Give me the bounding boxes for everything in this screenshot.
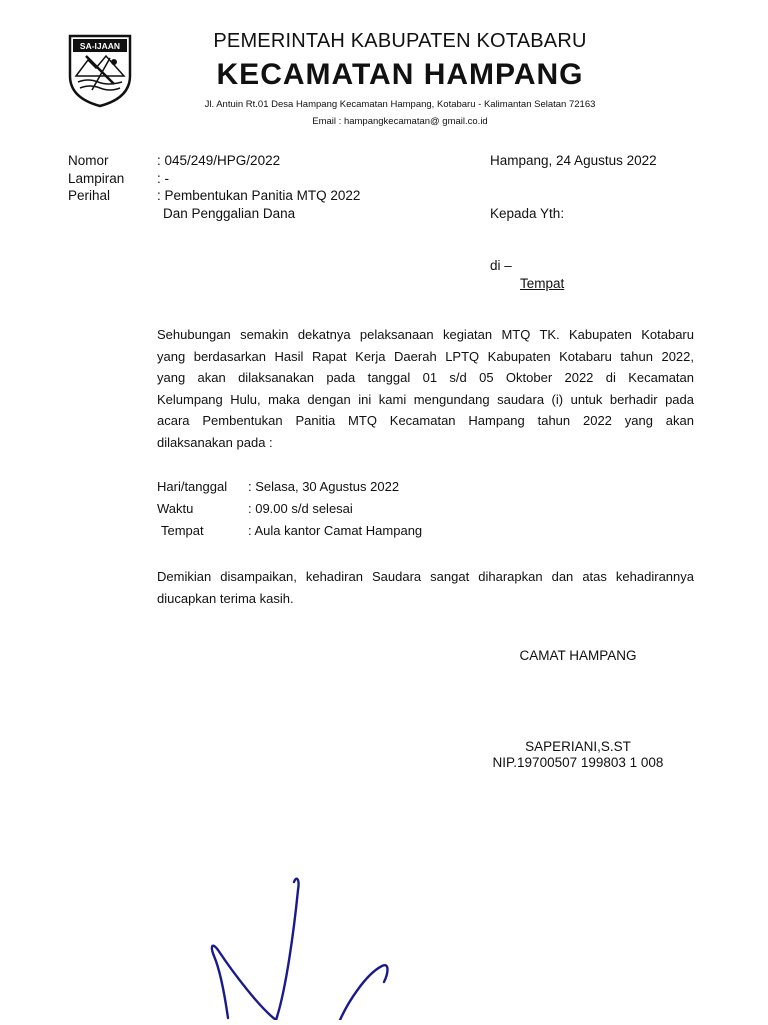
perihal-value-continued: Dan Penggalian Dana (163, 206, 296, 221)
hari-value: : Selasa, 30 Agustus 2022 (248, 479, 400, 494)
body-paragraph-2 (157, 566, 694, 609)
paragraph-line: Sehubungan semakin dekatnya pelaksanaan kegiatan MTQ TK. Kabupaten Kotabaru (157, 327, 694, 342)
recipient-tempat: Tempat (520, 276, 565, 291)
lampiran-value: : - (157, 171, 169, 186)
perihal-label: Perihal (68, 188, 111, 203)
paragraph-line: dilaksanakan pada : (157, 434, 273, 450)
paragraph-line: diucapkan terima kasih. (157, 590, 294, 606)
letterhead-government: PEMERINTAH KABUPATEN KOTABARU (213, 30, 587, 52)
recipient-kepada: Kepada Yth: (490, 206, 565, 221)
letter-date: Hampang, 24 Agustus 2022 (490, 153, 657, 168)
recipient-di: di – (490, 258, 512, 273)
handwritten-signature (190, 870, 430, 1020)
paragraph-line: acara Pembentukan Panitia MTQ Kecamatan Hampang tahun 2022 yang akan (157, 413, 694, 429)
body-paragraph-1 (157, 324, 694, 454)
paragraph-line: Demikian disampaikan, kehadiran Saudara sangat diharapkan dan atas kehadirannya (157, 569, 694, 584)
nomor-value: : 045/249/HPG/2022 (157, 153, 281, 168)
closing-title: CAMAT HAMPANG (519, 648, 637, 663)
paragraph-line: yang berdasarkan Hasil Rapat Kerja Daerah LPTQ Kabupaten Kotabaru tahun 2022, (157, 348, 694, 364)
letterhead-email: Email : hampangkecamatan@ gmail.co.id (312, 116, 488, 127)
signatory-nip: NIP.19700507 199803 1 008 (492, 755, 664, 770)
nomor-label: Nomor (68, 153, 109, 168)
lampiran-label: Lampiran (68, 171, 125, 186)
letterhead-address: Jl. Antuin Rt.01 Desa Hampang Kecamatan Hampang, Kotabaru - Kalimantan Selatan 72163 (204, 99, 596, 110)
waktu-value: : 09.00 s/d selesai (248, 501, 353, 516)
tempat-label: Tempat (161, 523, 204, 538)
paragraph-line: Kelumpang Hulu, maka dengan ini kami mengundang saudara (i) untuk berhadir pada (157, 391, 694, 407)
letterhead-district: KECAMATAN HAMPANG (216, 58, 584, 91)
waktu-label: Waktu (157, 501, 194, 516)
signatory-name: SAPERIANI,S.ST (525, 739, 631, 754)
tempat-value: : Aula kantor Camat Hampang (248, 523, 423, 538)
paragraph-line: yang akan dilaksanakan pada tanggal 01 s/d 05 Oktober 2022 di Kecamatan (157, 370, 694, 386)
svg-text:SA-IJAAN: SA-IJAAN (79, 41, 121, 51)
regency-logo (66, 32, 134, 108)
perihal-value: : Pembentukan Panitia MTQ 2022 (157, 188, 361, 203)
hari-label: Hari/tanggal (157, 479, 228, 494)
